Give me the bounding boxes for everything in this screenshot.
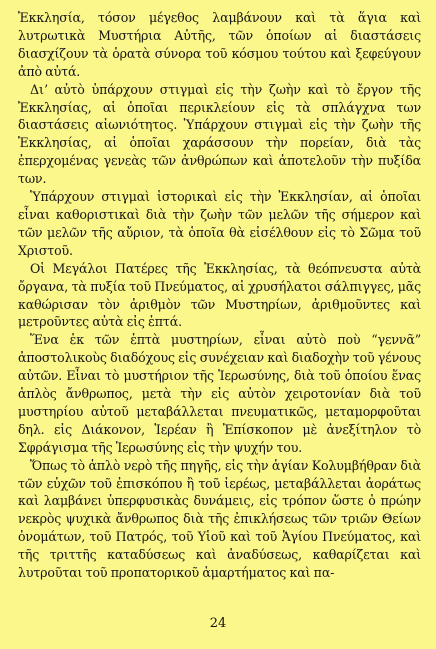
paragraph-3: Ὑπάρχουν στιγμαὶ ἱστορικαὶ εἰς τὴν Ἐκκλησίαν, αἱ ὁποῖαι εἶναι καθοριστικαὶ διὰ τὴν ζωὴν τῶν μελῶν τῆς σήμερον καὶ τῶν μελῶν τῆς αὔριον, τὰ ὁποῖα θὰ εἰσέλθουν εἰς τὸ Σῶμα τοῦ Χριστοῦ. bbox=[18, 189, 421, 258]
paragraph-1: Ἐκκλησία, τόσον μέγεθος λαμβάνουν καὶ τὰ ἅγια καὶ λυτρωτικὰ Μυστήρια Αὐτῆς, τῶν ὁποίων αἱ διαστάσεις διασχίζουν τὰ ὁρατὰ σύνορα τοῦ κόσμου τούτου καὶ ξεφεύγουν ἀπὸ αὐτά. bbox=[18, 10, 421, 79]
paragraph-2: Διʼ αὐτὸ ὑπάρχουν στιγμαὶ εἰς τὴν ζωὴν καὶ τὸ ἔργον τῆς Ἐκκλησίας, αἱ ὁποῖαι περικλείουν εἰς τὰ σπλάγχνα των διαστάσεις αἰωνιότητος. Ὑπάρχουν στιγμαὶ εἰς τὴν ζωὴν τῆς Ἐκκλησίας, αἱ ὁποῖαι χαράσσουν τὴν πορείαν, διὰ τὰς ἐπερχομένας γενεὰς τῶν ἀνθρώπων καὶ ἀποτελοῦν τὴν πυξίδα των. bbox=[18, 81, 421, 187]
paragraph-6: Ὅπως τὸ ἁπλὸ νερὸ τῆς πηγῆς, εἰς τὴν ἁγίαν Κολυμβήθραν διὰ τῶν εὐχῶν τοῦ ἐπισκόπου ἢ τοῦ ἱερέως, μεταβάλλεται ἀοράτως καὶ λαμβάνει ὑπερφυσικὰς δυνάμεις, εἰς τρόπον ὥστε ὁ πρώην νεκρὸς ψυχικὰ ἄνθρωπος διὰ τῆς ἐπικλήσεως τῶν τριῶν Θείων ὀνομάτων, τοῦ Πατρός, τοῦ Υἱοῦ καὶ τοῦ Ἁγίου Πνεύματος, καὶ τῆς τριττῆς καταδύσεως καὶ ἀναδύσεως, καθαρίζεται καὶ λυτροῦται τοῦ προπατορικοῦ ἁμαρτήματος καὶ πα- bbox=[18, 457, 421, 581]
paragraph-4: Οἱ Μεγάλοι Πατέρες τῆς Ἐκκλησίας, τὰ θεόπνευστα αὐτὰ ὄργανα, τὰ πυξία τοῦ Πνεύματος, αἱ χρυσήλατοι σάλπιγγες, μᾶς καθώρισαν τὸν ἀριθμὸν τῶν Μυστηρίων, ἀριθμοῦντες καὶ μετροῦντες αὐτὰ εἰς ἑπτά. bbox=[18, 260, 421, 330]
page-number: 24 bbox=[209, 616, 227, 631]
paragraph-5: Ἕνα ἐκ τῶν ἑπτὰ μυστηρίων, εἶναι αὐτὸ ποὺ “γεννᾶ” ἀποστολικοὺς διαδόχους εἰς συνέχειαν καὶ διαδοχὴν τοῦ γένους αὐτῶν. Εἶναι τὸ μυστήριον τῆς Ἱερωσύνης, διὰ τοῦ ὁποίου ἕνας ἁπλὸς ἄνθρωπος, μετὰ τὴν εἰς αὐτὸν χειροτονίαν διὰ τοῦ μυστηρίου αὐτοῦ μεταβάλλεται πνευματικῶς, μεταμορφοῦται δηλ. εἰς Διάκονον, Ἱερέαν ἢ Ἐπίσκοπον μὲ ἀνεξίτηλον τὸ Σφράγισμα τῆς Ἱερωσύνης εἰς τὴν ψυχήν του. bbox=[18, 332, 421, 455]
